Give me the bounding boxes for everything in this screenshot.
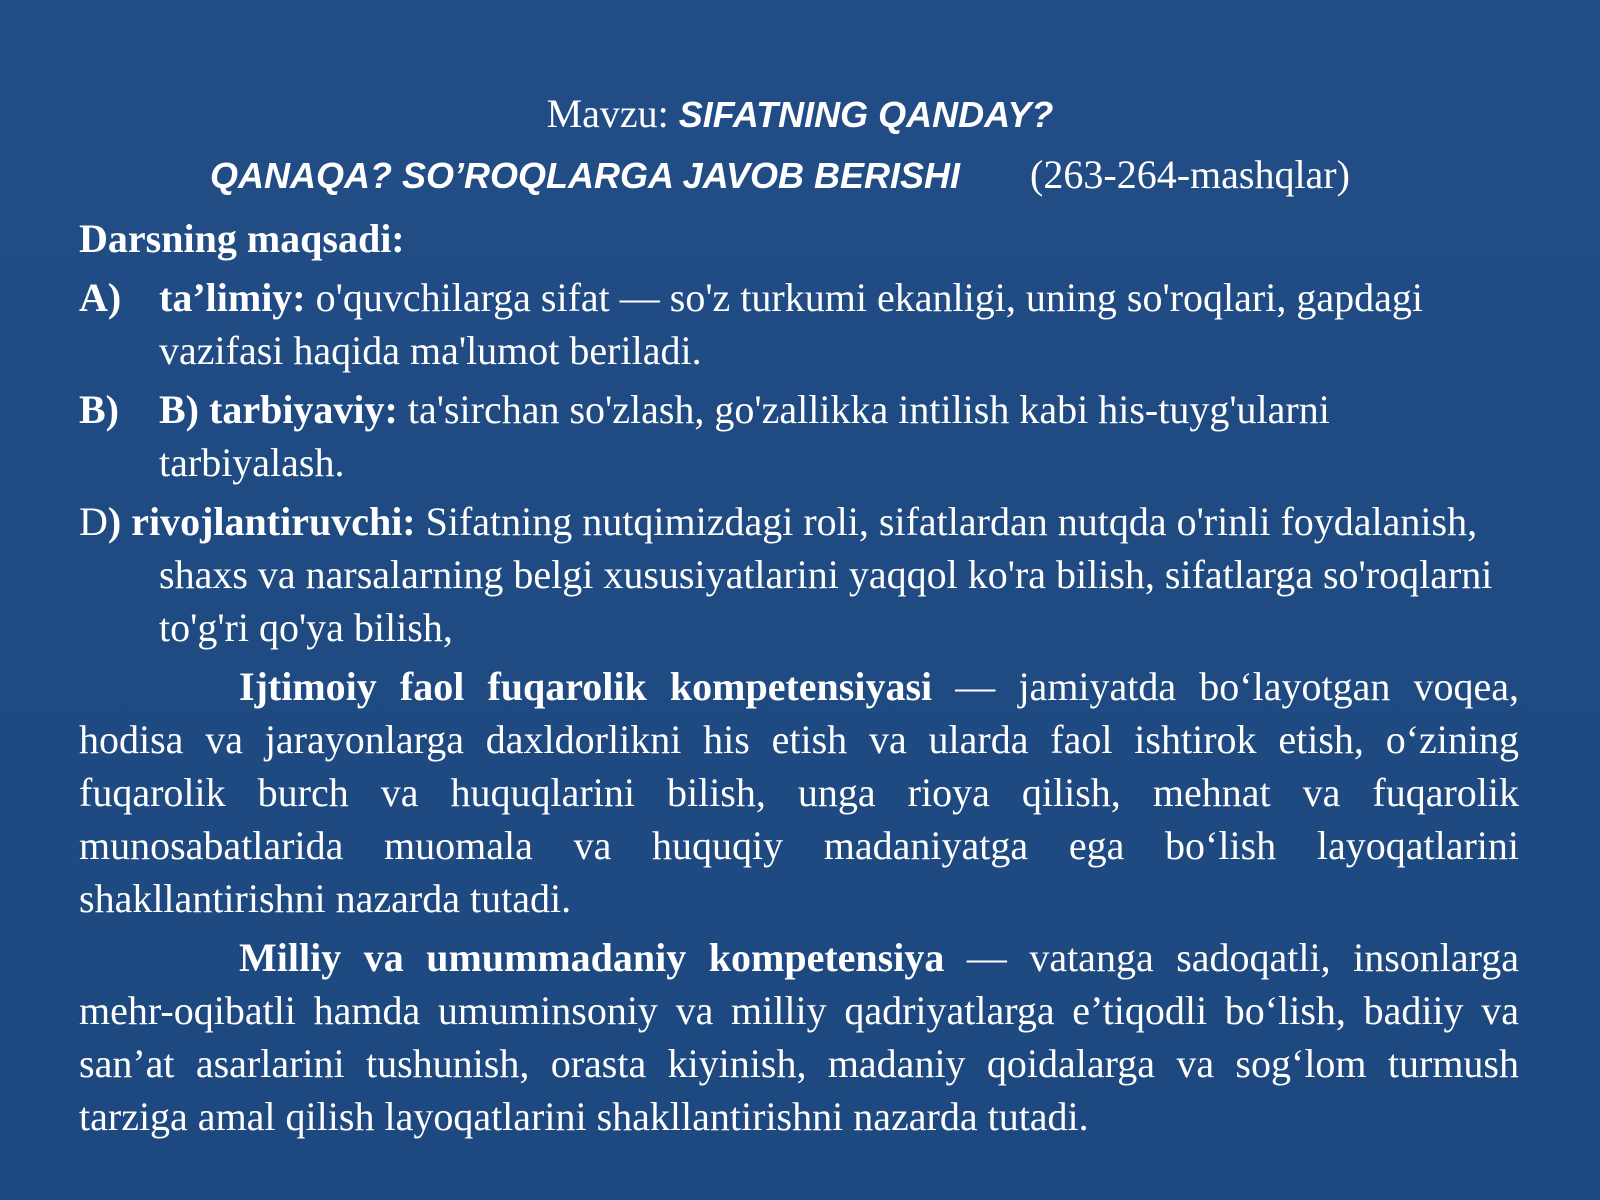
competency-text: — jamiyatda boʻlayotgan voqea, hodisa va jarayonlarga daxldorlikni his etish va ularda faol ishtirok etish, oʻzining fuqarolik burch va huquqlarini bilish, unga rioya qilish, mehnat va fuqarolik munosabatlarida muomala va huquqiy madaniyatga ega boʻlish layoqatlarini shakllantirishni nazarda tutadi. — [79, 664, 1520, 921]
goal-item-upbringing — [79, 383, 1519, 489]
title-topic-2: QANAQA? SO’ROQLARGA JAVOB BERISHI — [210, 155, 961, 196]
goal-item-educational — [79, 271, 1519, 377]
goal-text: Sifatning nutqimizdagi roli, sifatlardan nutqda o'rinli foydalanish, shaxs va narsalarning belgi xususiyatlarini yaqqol ko'ra bilish, sifatlarga so'roqlarni to'g'ri qo'ya bilish, — [159, 499, 1493, 650]
goal-marker: B) — [79, 387, 119, 432]
goals-heading: Darsning maqsadi: — [79, 216, 405, 261]
lesson-content — [79, 212, 1519, 1149]
title-line-1 — [0, 88, 1600, 141]
goal-label: ) rivojlantiruvchi: — [107, 499, 416, 544]
title-topic-1: SIFATNING QANDAY? — [678, 94, 1054, 135]
competency-cultural — [79, 931, 1519, 1143]
title-exercises: (263-264-mashqlar) — [1030, 152, 1350, 197]
goal-marker: D — [79, 499, 108, 544]
title-line-2 — [210, 149, 1350, 202]
goal-marker: A) — [79, 275, 122, 320]
goal-text: ta'sirchan so'zlash, go'zallikka intilish kabi his-tuyg'ularni tarbiyalash. — [159, 387, 1330, 485]
competency-term: Milliy va umummadaniy kompetensiya — [239, 935, 945, 980]
goal-item-developmental — [79, 495, 1519, 654]
goal-label: ta’limiy: — [159, 275, 306, 320]
goal-label: B) tarbiyaviy: — [159, 387, 398, 432]
title-prefix: Mavzu: — [546, 91, 679, 136]
competency-civic — [79, 660, 1519, 925]
competency-term: Ijtimoiy faol fuqarolik kompetensiyasi — [239, 664, 933, 709]
goal-text: o'quvchilarga sifat — so'z turkumi ekanligi, uning so'roqlari, gapdagi vazifasi haqida ma'lumot beriladi. — [159, 275, 1423, 373]
competency-text: — vatanga sadoqatli, insonlarga mehr-oqibatli hamda umuminsoniy va milliy qadriyatlarga e’tiqodli boʻlish, badiiy va san’at asarlarini tushunish, orasta kiyinish, madaniy qoidalarga va sogʻlom turmush tarziga amal qilish layoqatlarini shakllantirishni nazarda tutadi. — [79, 935, 1519, 1139]
